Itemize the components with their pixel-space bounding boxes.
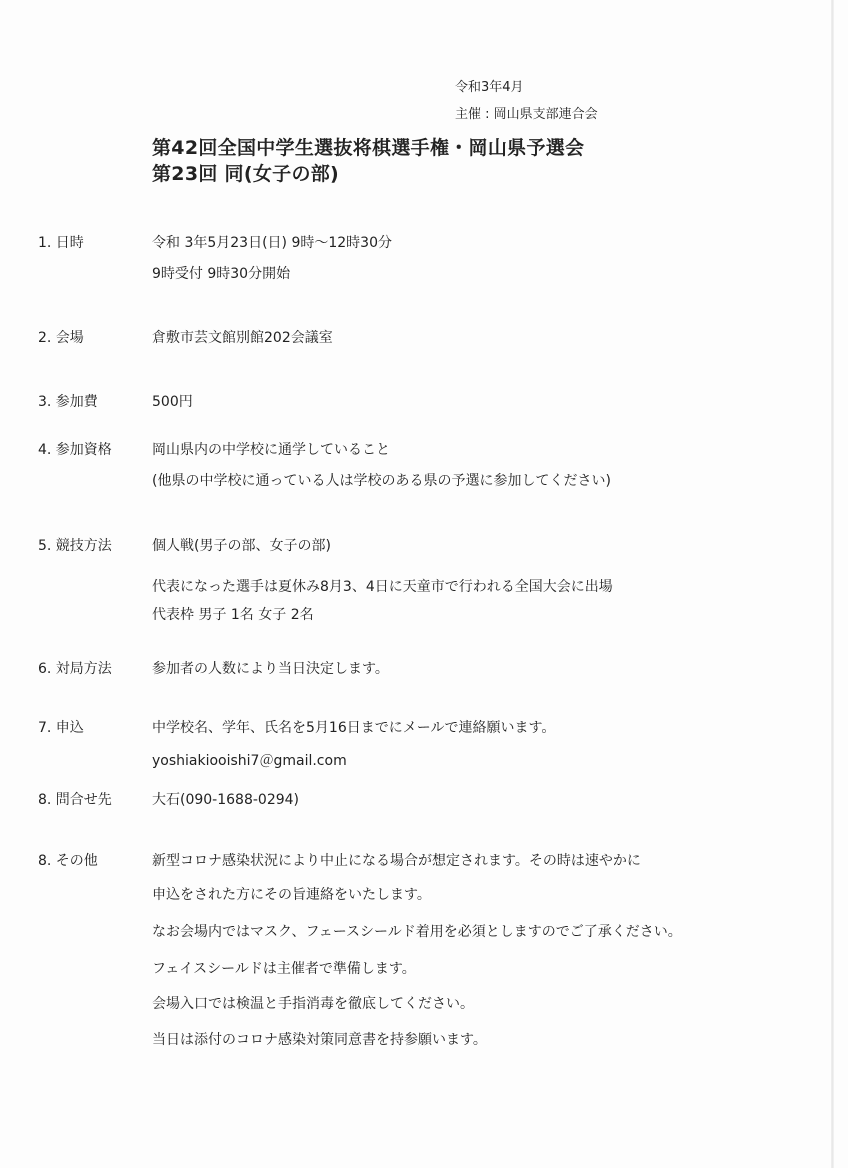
date-value: 令和 3年5月23日(日) 9時～12時30分	[152, 235, 392, 251]
title-line-1: 第42回全国中学生選抜将棋選手権・岡山県予選会	[152, 137, 585, 159]
eligibility-value: 岡山県内の中学校に通学していること	[152, 442, 390, 458]
application-value: 中学校名、学年、氏名を5月16日までにメールで連絡願います。	[152, 720, 556, 736]
organizer: 主催 : 岡山県支部連合会	[455, 107, 598, 122]
other-line-1: 新型コロナ感染状況により中止になる場合が想定されます。その時は速やかに	[152, 853, 641, 869]
section-label-format: 5. 競技方法	[38, 538, 112, 554]
section-label-venue: 2. 会場	[38, 330, 84, 346]
contact-value: 大石(090-1688-0294)	[152, 792, 300, 808]
fee-value: 500円	[152, 394, 193, 410]
section-label-match-method: 6. 対局方法	[38, 661, 112, 677]
representative-quota: 代表枠 男子 1名 女子 2名	[152, 607, 314, 623]
eligibility-note: (他県の中学校に通っている人は学校のある県の予選に参加してください)	[152, 473, 611, 489]
application-email: yoshiakiooishi7＠gmail.com	[152, 753, 347, 769]
other-line-2: 申込をされた方にその旨連絡をいたします。	[152, 887, 431, 903]
section-label-date: 1. 日時	[38, 235, 84, 251]
format-value: 個人戦(男子の部、女子の部)	[152, 538, 331, 554]
section-label-contact: 8. 問合せ先	[38, 792, 112, 808]
venue-value: 倉敷市芸文館別館202会議室	[152, 330, 333, 346]
representative-note: 代表になった選手は夏休み8月3、4日に天童市で行われる全国大会に出場	[152, 579, 613, 595]
section-label-application: 7. 申込	[38, 720, 84, 736]
other-line-4: フェイスシールドは主催者で準備します。	[152, 961, 416, 977]
other-line-3: なお会場内ではマスク、フェースシールド着用を必須としますのでご了承ください。	[152, 924, 682, 940]
other-line-6: 当日は添付のコロナ感染対策同意書を持参願います。	[152, 1032, 487, 1048]
section-label-eligibility: 4. 参加資格	[38, 442, 112, 458]
section-label-other: 8. その他	[38, 853, 98, 869]
title-line-2: 第23回 同(女子の部)	[152, 163, 340, 185]
section-label-fee: 3. 参加費	[38, 394, 98, 410]
other-line-5: 会場入口では検温と手指消毒を徹底してください。	[152, 996, 474, 1012]
scan-edge	[831, 0, 834, 1168]
reception-time: 9時受付 9時30分開始	[152, 266, 291, 282]
issue-date: 令和3年4月	[455, 80, 524, 95]
match-method-value: 参加者の人数により当日決定します。	[152, 661, 389, 677]
